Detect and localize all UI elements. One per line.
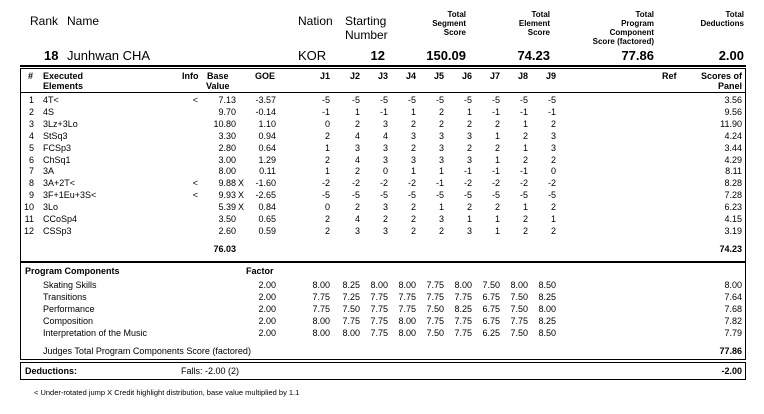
component-judge-score: 6.25 xyxy=(482,327,500,338)
skater-pcs: 77.86 xyxy=(621,48,654,63)
element-judge-score: 4 xyxy=(354,214,360,224)
element-judge-score: 1 xyxy=(522,202,528,213)
element-judge-score: -1 xyxy=(491,106,500,117)
component-judge-score: 7.50 xyxy=(510,327,528,338)
element-panel-score: 4.29 xyxy=(724,154,742,165)
element-judge-score: 2 xyxy=(494,118,500,129)
element-judge-score: -5 xyxy=(407,190,416,201)
element-judge-score: -5 xyxy=(547,95,556,105)
element-panel-score: 4.24 xyxy=(724,130,742,141)
element-judge-score: 1 xyxy=(494,225,500,236)
element-number: 3 xyxy=(28,118,34,129)
component-judge-score: 8.25 xyxy=(538,315,556,326)
element-judge-score: -1 xyxy=(321,106,330,117)
element-judge-score: 2 xyxy=(354,118,360,129)
component-judge-score: 7.50 xyxy=(482,280,500,290)
element-judge-score: -1 xyxy=(463,166,472,177)
col-value: Value xyxy=(206,81,230,91)
component-judge-score: 8.25 xyxy=(454,303,472,314)
element-judge-score: -5 xyxy=(463,95,472,105)
component-judge-score: 6.75 xyxy=(482,291,500,302)
element-name: FCSp3 xyxy=(43,142,72,153)
component-judge-score: 8.00 xyxy=(370,280,388,290)
element-judge-score: 3 xyxy=(382,142,388,153)
element-x-flag: X xyxy=(238,190,245,201)
component-judge-score: 7.75 xyxy=(398,303,416,314)
name-label: Name xyxy=(67,14,100,28)
tes-label-3: Score xyxy=(527,28,550,37)
pcs-label-3: Component xyxy=(609,28,654,37)
element-judge-score: 3 xyxy=(410,130,416,141)
col-ref: Ref xyxy=(662,71,677,81)
element-judge-score: 2 xyxy=(522,225,528,236)
elements-base-total: 76.03 xyxy=(213,244,236,254)
element-judge-score: 2 xyxy=(466,202,472,213)
col-info: Info xyxy=(182,71,199,81)
element-judge-score: 3 xyxy=(382,225,388,236)
skater-tss: 150.09 xyxy=(426,48,466,63)
element-name: 3F+1Eu+3S< xyxy=(43,190,97,201)
component-judge-score: 7.75 xyxy=(454,291,472,302)
component-judge-score: 7.25 xyxy=(342,291,360,302)
element-judge-score: 1 xyxy=(354,106,360,117)
component-panel-score: 7.79 xyxy=(724,327,742,338)
element-number: 6 xyxy=(28,154,34,165)
component-judge-score: 8.00 xyxy=(538,303,556,314)
element-judge-score: -5 xyxy=(519,95,528,105)
element-number: 7 xyxy=(28,166,34,177)
component-judge-score: 8.00 xyxy=(398,315,416,326)
element-judge-score: 3 xyxy=(382,154,388,165)
deductions-falls: Falls: -2.00 (2) xyxy=(181,366,240,376)
element-base-value: 2.80 xyxy=(218,142,236,153)
element-x-flag: X xyxy=(238,178,245,189)
component-judge-score: 8.00 xyxy=(312,280,330,290)
skater-rank: 18 xyxy=(44,48,59,63)
element-judge-score: -1 xyxy=(379,106,388,117)
element-goe: 0.59 xyxy=(258,225,276,236)
pcs-label-2: Program xyxy=(621,19,654,28)
component-judge-score: 6.75 xyxy=(482,315,500,326)
element-judge-score: 1 xyxy=(466,214,472,224)
component-factor: 2.00 xyxy=(258,327,276,338)
element-goe: 0.11 xyxy=(259,166,276,177)
element-judge-score: -2 xyxy=(491,178,500,189)
component-judge-score: 7.75 xyxy=(454,315,472,326)
component-panel-score: 7.68 xyxy=(724,303,742,314)
element-panel-score: 11.90 xyxy=(720,118,742,129)
header-divider xyxy=(20,65,746,67)
number-label: Number xyxy=(345,28,388,42)
judges-total-score: 77.86 xyxy=(719,346,742,356)
component-name: Interpretation of the Music xyxy=(43,327,148,338)
element-judge-score: 2 xyxy=(354,202,360,213)
element-judge-score: 2 xyxy=(410,214,416,224)
element-name: 3A xyxy=(43,166,55,177)
element-judge-score: -2 xyxy=(321,178,330,189)
element-panel-score: 3.19 xyxy=(724,225,742,236)
element-goe: 0.84 xyxy=(258,202,276,213)
nation-label: Nation xyxy=(298,14,333,28)
component-panel-score: 8.00 xyxy=(724,280,742,290)
element-judge-score: -2 xyxy=(519,178,528,189)
component-judge-score: 7.75 xyxy=(426,291,444,302)
tss-label-3: Score xyxy=(443,28,466,37)
components-factor-label: Factor xyxy=(246,266,274,276)
element-judge-score: 2 xyxy=(494,202,500,213)
element-judge-score: -5 xyxy=(547,190,556,201)
component-name: Transitions xyxy=(43,291,87,302)
element-name: CSSp3 xyxy=(43,225,72,236)
tss-label-1: Total xyxy=(447,10,466,19)
element-goe: -1.60 xyxy=(255,178,276,189)
skater-nation: KOR xyxy=(298,48,327,63)
skater-name: Junhwan CHA xyxy=(67,48,151,63)
col-executed: Executed xyxy=(43,71,84,81)
element-judge-score: -1 xyxy=(519,106,528,117)
components-label: Program Components xyxy=(25,266,120,276)
element-panel-score: 9.56 xyxy=(724,106,742,117)
element-judge-score: -5 xyxy=(435,190,444,201)
col-judge-6: J6 xyxy=(461,71,472,81)
component-name: Performance xyxy=(43,303,95,314)
element-judge-score: 3 xyxy=(382,202,388,213)
element-judge-score: 2 xyxy=(438,225,444,236)
col-goe: GOE xyxy=(254,71,275,81)
deductions-box xyxy=(20,362,746,380)
component-judge-score: 7.75 xyxy=(370,291,388,302)
element-judge-score: 1 xyxy=(438,202,444,213)
element-judge-score: 3 xyxy=(354,142,360,153)
element-judge-score: 1 xyxy=(324,166,330,177)
element-number: 9 xyxy=(28,190,34,201)
element-base-value: 2.60 xyxy=(218,225,236,236)
element-panel-score: 6.23 xyxy=(724,202,742,213)
element-judge-score: 1 xyxy=(410,106,416,117)
element-judge-score: 2 xyxy=(466,142,472,153)
tss-label-2: Segment xyxy=(432,19,466,28)
element-panel-score: 8.28 xyxy=(724,178,742,189)
element-info: < xyxy=(192,95,198,105)
element-judge-score: 2 xyxy=(324,130,330,141)
tes-label-2: Element xyxy=(518,19,550,28)
component-judge-score: 7.75 xyxy=(370,315,388,326)
pcs-label-1: Total xyxy=(635,10,654,19)
element-judge-score: 2 xyxy=(550,118,556,129)
element-judge-score: -5 xyxy=(491,190,500,201)
element-base-value: 9.93 xyxy=(218,190,236,201)
element-goe: -2.65 xyxy=(255,190,276,201)
element-judge-score: 1 xyxy=(466,106,472,117)
element-judge-score: 1 xyxy=(522,142,528,153)
component-judge-score: 7.75 xyxy=(426,280,444,290)
ded-label-1: Total xyxy=(725,10,744,19)
element-judge-score: 2 xyxy=(438,118,444,129)
element-judge-score: -2 xyxy=(407,178,416,189)
component-factor: 2.00 xyxy=(258,315,276,326)
element-name: 4T< xyxy=(43,95,59,105)
ded-label-2: Deductions xyxy=(700,19,744,28)
element-panel-score: 4.15 xyxy=(724,214,742,224)
element-number: 12 xyxy=(23,225,34,236)
element-goe: 0.64 xyxy=(258,142,276,153)
component-judge-score: 8.50 xyxy=(538,280,556,290)
tes-label-1: Total xyxy=(531,10,550,19)
element-judge-score: -5 xyxy=(321,95,330,105)
component-judge-score: 7.75 xyxy=(426,315,444,326)
element-base-value: 10.80 xyxy=(213,118,236,129)
element-base-value: 5.39 xyxy=(218,202,236,213)
element-base-value: 9.88 xyxy=(218,178,236,189)
element-judge-score: -5 xyxy=(463,190,472,201)
col-scores-of: Scores of xyxy=(700,71,742,81)
judges-total-label: Judges Total Program Components Score (factored) xyxy=(43,346,251,356)
element-base-value: 3.30 xyxy=(218,130,236,141)
element-base-value: 7.13 xyxy=(218,95,236,105)
skater-start-number: 12 xyxy=(370,48,385,63)
element-judge-score: 1 xyxy=(494,154,500,165)
element-judge-score: 1 xyxy=(522,118,528,129)
deductions-total: -2.00 xyxy=(721,366,742,376)
element-judge-score: -2 xyxy=(547,178,556,189)
element-judge-score: -1 xyxy=(435,178,444,189)
element-judge-score: 3 xyxy=(438,130,444,141)
element-judge-score: -2 xyxy=(351,178,360,189)
col-judge-7: J7 xyxy=(489,71,500,81)
element-panel-score: 3.44 xyxy=(724,142,742,153)
component-judge-score: 7.50 xyxy=(426,327,444,338)
component-judge-score: 8.25 xyxy=(538,291,556,302)
element-judge-score: 3 xyxy=(382,118,388,129)
element-number: 5 xyxy=(28,142,34,153)
element-judge-score: 0 xyxy=(382,166,388,177)
element-judge-score: 3 xyxy=(438,154,444,165)
col-judge-5: J5 xyxy=(433,71,444,81)
component-judge-score: 7.75 xyxy=(454,327,472,338)
element-judge-score: 2 xyxy=(324,214,330,224)
component-judge-score: 7.50 xyxy=(510,291,528,302)
component-judge-score: 8.25 xyxy=(342,280,360,290)
element-info: < xyxy=(192,190,198,201)
element-x-flag: X xyxy=(238,202,245,213)
footnote: < Under-rotated jump X Credit highlight distribution, base value multiplied by 1.1 xyxy=(34,388,300,397)
component-factor: 2.00 xyxy=(258,303,276,314)
element-judge-score: -5 xyxy=(407,95,416,105)
element-judge-score: 2 xyxy=(410,142,416,153)
element-panel-score: 7.28 xyxy=(724,190,742,201)
element-judge-score: -2 xyxy=(379,178,388,189)
element-judge-score: 3 xyxy=(466,154,472,165)
element-judge-score: -5 xyxy=(351,190,360,201)
element-goe: 1.10 xyxy=(258,118,276,129)
element-goe: -0.14 xyxy=(255,106,276,117)
component-judge-score: 7.75 xyxy=(370,327,388,338)
component-judge-score: 7.75 xyxy=(398,291,416,302)
element-goe: 0.94 xyxy=(258,130,276,141)
element-number: 11 xyxy=(24,214,34,224)
element-judge-score: 2 xyxy=(522,154,528,165)
component-judge-score: 7.75 xyxy=(510,315,528,326)
element-judge-score: 3 xyxy=(466,225,472,236)
component-judge-score: 8.00 xyxy=(510,280,528,290)
element-judge-score: 3 xyxy=(438,214,444,224)
element-name: ChSq1 xyxy=(43,154,71,165)
element-base-value: 3.00 xyxy=(218,154,236,165)
element-judge-score: 4 xyxy=(354,154,360,165)
element-base-value: 9.70 xyxy=(218,106,236,117)
skater-tes: 74.23 xyxy=(517,48,550,63)
component-judge-score: 8.00 xyxy=(454,280,472,290)
col-judge-2: J2 xyxy=(349,71,360,81)
component-panel-score: 7.64 xyxy=(724,291,742,302)
elements-header-divider xyxy=(20,92,746,93)
col-base: Base xyxy=(207,71,229,81)
element-judge-score: 2 xyxy=(494,142,500,153)
element-base-value: 3.50 xyxy=(218,214,236,224)
element-number: 2 xyxy=(28,106,34,117)
element-judge-score: 0 xyxy=(324,118,330,129)
component-judge-score: 7.50 xyxy=(426,303,444,314)
component-factor: 2.00 xyxy=(258,291,276,302)
rank-label: Rank xyxy=(30,14,59,28)
component-judge-score: 7.75 xyxy=(342,315,360,326)
component-judge-score: 8.00 xyxy=(342,327,360,338)
element-judge-score: 4 xyxy=(354,130,360,141)
element-name: CCoSp4 xyxy=(43,214,78,224)
component-judge-score: 8.00 xyxy=(398,280,416,290)
element-base-value: 8.00 xyxy=(218,166,236,177)
element-judge-score: 1 xyxy=(410,166,416,177)
component-judge-score: 7.50 xyxy=(510,303,528,314)
element-judge-score: 1 xyxy=(438,166,444,177)
element-panel-score: 8.11 xyxy=(725,166,742,177)
element-judge-score: 0 xyxy=(324,202,330,213)
element-judge-score: 3 xyxy=(438,142,444,153)
element-number: 8 xyxy=(28,178,34,189)
component-judge-score: 8.00 xyxy=(312,327,330,338)
element-judge-score: -5 xyxy=(321,190,330,201)
component-judge-score: 6.75 xyxy=(482,303,500,314)
element-judge-score: -5 xyxy=(435,95,444,105)
col-judge-1: J1 xyxy=(319,71,330,81)
element-info: < xyxy=(192,178,198,189)
element-judge-score: -1 xyxy=(519,166,528,177)
element-judge-score: -5 xyxy=(519,190,528,201)
element-goe: 0.65 xyxy=(258,214,276,224)
element-judge-score: -1 xyxy=(491,166,500,177)
element-judge-score: 1 xyxy=(494,214,500,224)
element-number: 10 xyxy=(23,202,34,213)
pcs-label-4: Score (factored) xyxy=(592,37,654,46)
component-judge-score: 7.75 xyxy=(312,291,330,302)
component-judge-score: 7.50 xyxy=(342,303,360,314)
element-judge-score: 2 xyxy=(466,118,472,129)
element-judge-score: 2 xyxy=(550,202,556,213)
element-judge-score: 4 xyxy=(382,130,388,141)
element-judge-score: 3 xyxy=(550,130,556,141)
element-judge-score: -2 xyxy=(463,178,472,189)
component-judge-score: 8.50 xyxy=(538,327,556,338)
element-judge-score: 2 xyxy=(410,118,416,129)
element-judge-score: 2 xyxy=(410,225,416,236)
component-panel-score: 7.82 xyxy=(724,315,742,326)
col-judge-9: J9 xyxy=(545,71,556,81)
component-name: Composition xyxy=(43,315,94,326)
element-judge-score: 0 xyxy=(550,166,556,177)
element-judge-score: 2 xyxy=(354,166,360,177)
col-judge-8: J8 xyxy=(517,71,528,81)
element-judge-score: 1 xyxy=(324,142,330,153)
component-judge-score: 8.00 xyxy=(312,315,330,326)
component-judge-score: 7.75 xyxy=(312,303,330,314)
element-judge-score: 2 xyxy=(438,106,444,117)
col-panel: Panel xyxy=(717,81,742,91)
skater-deductions: 2.00 xyxy=(718,48,744,63)
element-name: 4S xyxy=(43,106,55,117)
component-factor: 2.00 xyxy=(258,280,276,290)
elements-score-total: 74.23 xyxy=(719,244,742,254)
element-judge-score: 2 xyxy=(550,225,556,236)
col-judge-4: J4 xyxy=(405,71,416,81)
element-judge-score: -1 xyxy=(547,106,556,117)
element-judge-score: -5 xyxy=(491,95,500,105)
element-judge-score: -5 xyxy=(351,95,360,105)
element-number: 1 xyxy=(28,95,34,105)
element-judge-score: 3 xyxy=(354,225,360,236)
element-name: 3Lz+3Lo xyxy=(43,118,78,129)
component-name: Skating Skills xyxy=(43,280,97,290)
element-judge-score: 3 xyxy=(410,154,416,165)
element-judge-score: 2 xyxy=(382,214,388,224)
element-judge-score: 3 xyxy=(550,142,556,153)
element-judge-score: 2 xyxy=(522,130,528,141)
col-num: # xyxy=(28,71,34,81)
deductions-label: Deductions: xyxy=(25,366,78,376)
component-judge-score: 7.75 xyxy=(370,303,388,314)
starting-label: Starting xyxy=(345,14,387,28)
element-judge-score: 1 xyxy=(550,214,556,224)
element-goe: -3.57 xyxy=(255,95,276,105)
element-number: 4 xyxy=(28,130,34,141)
element-judge-score: -5 xyxy=(379,190,388,201)
element-judge-score: -5 xyxy=(379,95,388,105)
element-name: 3A+2T< xyxy=(43,178,76,189)
element-judge-score: 1 xyxy=(494,130,500,141)
element-goe: 1.29 xyxy=(258,154,276,165)
col-judge-3: J3 xyxy=(377,71,388,81)
element-judge-score: 2 xyxy=(324,225,330,236)
element-judge-score: 2 xyxy=(550,154,556,165)
element-judge-score: 2 xyxy=(410,202,416,213)
component-judge-score: 8.00 xyxy=(398,327,416,338)
element-name: StSq3 xyxy=(43,130,68,141)
element-judge-score: 2 xyxy=(324,154,330,165)
element-name: 3Lo xyxy=(43,202,59,213)
col-elements: Elements xyxy=(43,81,84,91)
element-judge-score: 2 xyxy=(522,214,528,224)
element-panel-score: 3.56 xyxy=(724,95,742,105)
element-judge-score: 3 xyxy=(466,130,472,141)
